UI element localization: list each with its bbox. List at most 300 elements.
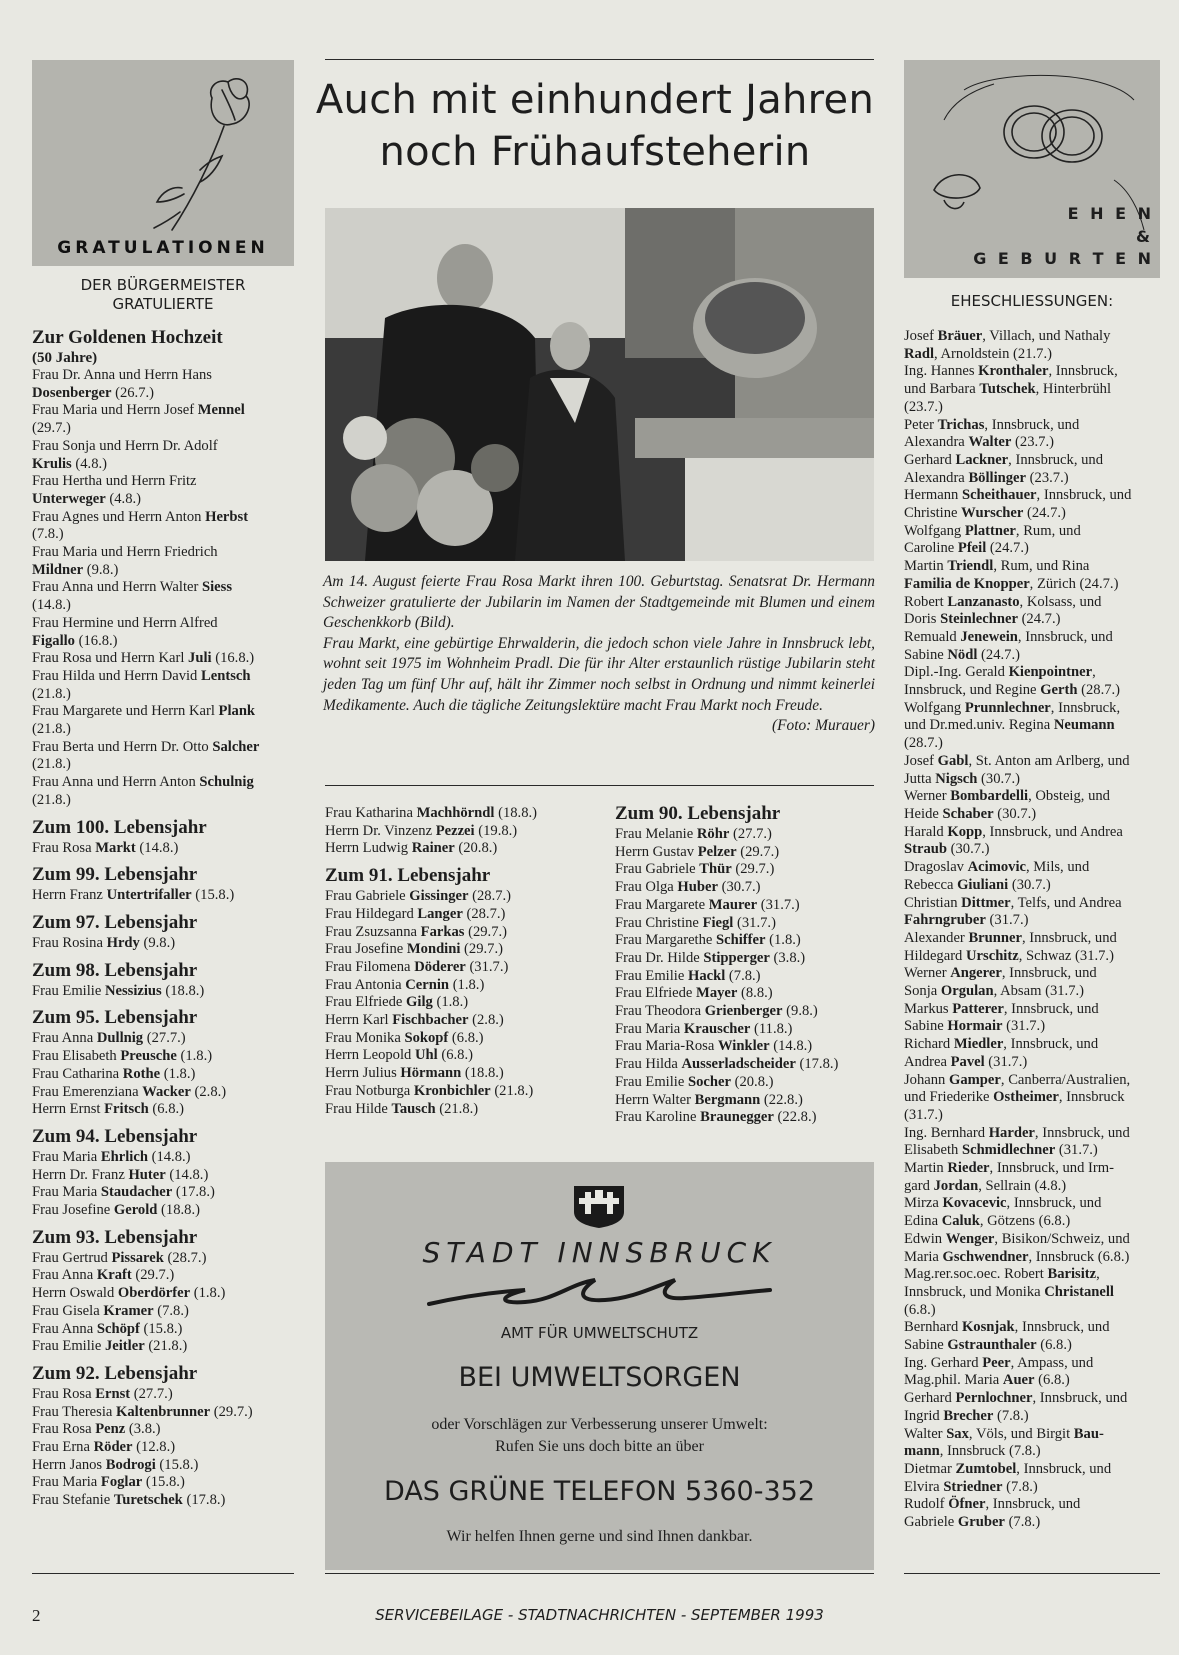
surname: Caluk [941,1213,980,1230]
section-heading: Zum 98. Lebensjahr [32,959,198,981]
surname: Zumtobel [955,1461,1017,1477]
surname: Mondini [406,941,461,958]
name-text: (21.8.) [490,1082,534,1099]
name-text: (24.7.) [1023,505,1066,522]
surname: Staudacher [100,1184,173,1201]
list-item [904,1355,1169,1373]
name-text: und Barbara [904,381,980,398]
name-text: (7.8.) [993,1407,1029,1424]
name-text: Johann [904,1071,949,1088]
surname: Wenger [945,1230,995,1247]
list-item: (31.7.) [904,1106,943,1123]
list-item [615,897,895,915]
name-text: Frau Hilda [615,1056,682,1073]
section-heading: Zum 100. Lebensjahr [32,816,207,838]
name-text: (2.8.) [468,1012,504,1029]
name-text: (30.7.) [946,841,990,858]
surname: Langer [417,905,463,922]
list-item [32,983,302,1001]
headline-line-1: Auch mit einhundert Jahren [315,77,875,123]
surname: Salcher [212,738,260,755]
name-text: Mag.rer.soc.oec. Robert [904,1266,1048,1283]
ad-phone[interactable]: DAS GRÜNE TELEFON 5360-352 [384,1476,815,1507]
ad-closing: Wir helfen Ihnen gerne und sind Ihnen dankbar. [446,1528,753,1545]
list-item [32,1338,302,1356]
list-item [32,1184,302,1202]
surname: Bombardelli [950,788,1029,805]
list-item: Frau Hermine und Herrn Alfred [32,614,218,631]
list-item [32,579,302,597]
name-text: Frau Notburga [325,1082,414,1099]
list-item [32,1457,302,1475]
surname: Stipperger [703,949,770,966]
name-text: (29.7.) [464,923,507,940]
name-text: (26.7.) [111,384,154,401]
surname: Patterer [952,1000,1004,1017]
name-text: (1.8.) [432,994,469,1011]
name-text: , Rum, und [1015,522,1081,539]
surname: Farkas [420,923,465,940]
name-text: (28.7.) [163,1249,207,1266]
name-text: Sonja [904,983,941,1000]
name-text: , Telfs, und Andrea [1010,894,1122,911]
surname: Schöpf [96,1320,140,1337]
name-text: (9.8.) [782,1003,818,1020]
list-item [32,1250,302,1268]
name-text: Frau Emilie [32,1338,105,1355]
list-item [325,941,605,959]
surname: Penz [95,1421,126,1438]
list-item [904,611,1169,629]
surname: Tutschek [979,381,1036,398]
surname: Mildner [32,561,84,578]
name-text: , Innsbruck, und [1006,1195,1102,1212]
list-item [615,861,895,879]
surname: Maurer [708,896,758,913]
surname: Harder [988,1124,1035,1141]
surname: Röder [93,1439,133,1456]
name-text: Frau Catharina [32,1065,123,1082]
list-item [904,558,1169,576]
surname: Braunegger [700,1109,774,1126]
list-item [904,523,1169,541]
surname: Kramer [103,1302,154,1319]
name-text: , [1092,664,1096,681]
surname: Fischbacher [392,1012,469,1029]
name-text: Ing. Bernhard [904,1124,989,1141]
list-item [325,959,605,977]
list-item [325,1083,605,1101]
name-text: Robert [904,593,948,610]
surname: Sax [946,1425,969,1442]
name-text: (18.8.) [157,1202,200,1219]
footer-text: SERVICEBEILAGE - STADTNACHRICHTEN - SEPTEMBER 1993 [375,1606,824,1624]
name-text: (6.8.) [448,1029,484,1046]
surname: Hormair [947,1018,1003,1035]
name-text: (1.8.) [765,932,801,949]
list-item [615,1038,895,1056]
name-text: Andrea [904,1053,951,1070]
surname: Steinlechner [940,611,1018,628]
surname: Pezzei [435,822,475,839]
list-item [904,346,1169,364]
list-item [32,739,302,757]
left-column-list [32,320,302,1510]
surname: Kraft [96,1267,132,1284]
list-item [904,1125,1169,1143]
name-text: Josef [904,752,938,769]
name-text: Ing. Hannes [904,363,979,380]
rings-illustration [904,60,1160,278]
list-item [32,887,302,905]
list-item [904,1479,1169,1497]
ad-line-2: Rufen Sie uns doch bitte an über [495,1438,704,1455]
list-item [904,682,1169,700]
name-text: Remuald [904,628,961,645]
name-text: Edwin [904,1230,946,1247]
name-text: Martin [904,1160,948,1177]
list-item [904,983,1169,1001]
surname: Herbst [205,508,249,525]
name-text: , Innsbruck (6.8.) [1028,1248,1130,1265]
name-text: , Canberra/Australien, [1000,1071,1131,1088]
list-item [32,774,302,792]
name-text: Herrn Dr. Franz [32,1166,129,1183]
list-item [32,402,302,420]
name-text: (31.7.) [465,958,509,975]
surname: Kovacevic [942,1195,1007,1212]
name-text: Frau Monika [325,1029,405,1046]
name-text: (11.8.) [750,1020,793,1037]
surname: Siess [202,579,233,596]
name-text: Frau Gertrud [32,1249,112,1266]
name-text: Markus [904,1000,953,1017]
gratulationen-title: GRATULATIONEN [57,238,269,258]
list-item [904,540,1169,558]
name-text: (1.8.) [160,1065,196,1082]
caption-paragraph-2-text: Frau Markt, eine gebürtige Ehrwalderin, die jedoch schon viele Jahre in Innsbruck lebt, wohnt seit 1975 im Wohnheim Pradl. Die für ihr Alter erstaunlich rüstige Jubilarin steht jeden Tag um fünf Uhr auf, hält ihr Zimmer noch selbst in Ordnung und nimmt keinerlei Medikamente. Auch die tägliche Zeitungslektüre macht Frau Markt noch Freude. [323,634,875,714]
name-text: Frau Elisabeth [32,1048,121,1065]
list-item [32,456,302,474]
list-item: Frau Hertha und Herrn Fritz [32,473,197,490]
eheschliessungen-heading: EHESCHLIESSUNGEN: [950,292,1114,310]
name-text: Alexandra [904,434,969,451]
surname: Kienpointner [1008,664,1093,681]
middle-right-column-list [615,796,895,1127]
name-text: (18.8.) [161,982,205,999]
name-text: Frau Margarete [615,896,709,913]
name-text: Herrn Ludwig [325,840,412,857]
surname: Fahrngruber [904,912,986,929]
list-item [615,1021,895,1039]
ehen-geburten-header [904,60,1160,278]
tulip-illustration [32,60,294,266]
list-item [904,1249,1169,1267]
list-item [325,977,605,995]
name-text: Heide [904,805,943,822]
list-item [615,844,895,862]
list-item [904,965,1169,983]
name-text: Martin [904,558,948,575]
name-text: Alexander [904,929,969,946]
name-text: (29.7.) [731,861,775,878]
surname: Gschwendner [942,1248,1029,1265]
list-item [904,417,1169,435]
name-text: (7.8.) [1002,1478,1038,1495]
surname: Straub [904,841,947,858]
list-item [904,788,1169,806]
list-item [32,650,302,668]
name-text: (17.8.) [182,1492,226,1509]
list-item [32,1030,302,1048]
surname: Walter [968,434,1012,451]
name-text: , St. Anton am Arlberg, und [968,752,1130,769]
list-item [325,1012,605,1030]
list-item [904,470,1169,488]
list-item [615,1074,895,1092]
name-text: (14.8.) [165,1166,209,1183]
ad-wave-logo [325,1274,874,1314]
section-heading: Zum 90. Lebensjahr [615,803,781,824]
name-text: , Innsbruck (7.8.) [939,1443,1041,1460]
surname: Gerold [113,1202,158,1219]
name-text: Frau Anna [32,1030,97,1047]
list-item: Frau Sonja und Herrn Dr. Adolf [32,437,218,454]
name-text: Frau Theodora [615,1003,705,1020]
name-text: Frau Hilda und Herrn David [32,667,202,684]
name-text: (1.8.) [190,1285,226,1302]
surname: Juli [188,650,212,667]
surname: Fritsch [104,1101,149,1118]
name-text: , Rum, und Rina [993,558,1090,575]
list-item [32,562,302,580]
name-text: (31.7.) [1002,1018,1046,1035]
page-number: 2 [32,1606,41,1625]
name-text: Alexandra [904,469,969,486]
name-text: , Schwaz (31.7.) [1018,947,1114,964]
name-text: gard [904,1177,934,1194]
name-text: (6.8.) [437,1047,473,1064]
name-text: Frau Christine [615,914,703,931]
surname: Lanzanasto [947,593,1020,610]
name-text: Frau Antonia [325,976,406,993]
surname: Mayer [696,985,738,1002]
caption-paragraph-1: Am 14. August feierte Frau Rosa Markt ihren 100. Geburtstag. Senatsrat Dr. Hermann Schweizer gratulierte der Jubilarin im Namen der Stadtgemeinde mit Blumen und einem Geschenkkorb (Bild). [323,573,875,632]
surname: Ernst [95,1385,131,1402]
name-text: , Innsbruck, und [1001,965,1097,982]
name-text: (30.7.) [717,879,761,896]
list-item: (29.7.) [32,420,71,437]
name-text: Maria [904,1248,943,1265]
name-text: , Innsbruck, und [1014,1319,1110,1336]
name-text: , Villach, und Nathaly [982,328,1111,344]
name-text: , Innsbruck, und [1036,487,1132,504]
name-text: , Innsbruck, und [1003,1000,1099,1017]
name-text: (21.8.) [144,1338,188,1355]
name-text: Frau Anna [32,1267,97,1284]
list-item [904,576,1169,594]
surname: Giuliani [957,876,1009,893]
surname: Pfeil [957,540,987,557]
name-text: (4.8.) [105,490,142,507]
list-item [904,647,1169,665]
surname: Socher [687,1073,731,1090]
list-item [325,823,605,841]
list-item [32,840,302,858]
surname: Christanell [1044,1283,1114,1300]
name-text: Hermann [904,487,962,504]
name-text: Frau Josefine [325,941,407,958]
list-item [904,1408,1169,1426]
list-item: (23.7.) [904,398,943,415]
list-item [32,1048,302,1066]
list-item [904,1443,1169,1461]
name-text: Herrn Leopold [325,1047,415,1064]
name-text: , Innsbruck, und [985,1496,1081,1513]
list-item [904,1319,1169,1337]
list-item [325,1030,605,1048]
list-item [904,1001,1169,1019]
surname: Trichas [937,416,985,433]
name-text: (29.7.) [131,1267,175,1284]
geburten-title: G E B U R T E N [973,249,1154,268]
surname: Angerer [950,965,1002,982]
list-item: (28.7.) [904,735,943,752]
name-text: (21.8.) [435,1100,479,1117]
list-item [904,1054,1169,1072]
name-text: (1.8.) [449,976,485,993]
surname: Rothe [122,1065,161,1082]
name-text: (17.8.) [172,1184,215,1201]
name-text: (14.8.) [769,1038,813,1055]
list-item [904,1142,1169,1160]
name-text: Walter [904,1425,947,1442]
list-item [904,1496,1169,1514]
name-text: (28.7.) [1077,682,1121,699]
list-item [904,717,1169,735]
name-text: Richard [904,1036,954,1053]
surname: Thür [699,861,732,878]
name-text: , Innsbruck, und [1034,1124,1130,1141]
name-text: , Innsbruck, und [984,416,1080,433]
section-heading: Zum 99. Lebensjahr [32,864,198,886]
surname: Gissinger [409,888,469,905]
list-item [904,1036,1169,1054]
name-text: Rudolf [904,1496,949,1513]
list-item [904,629,1169,647]
name-text: Jutta [904,770,936,787]
surname: Pelzer [697,843,737,860]
name-text: Herrn Franz [32,887,107,904]
list-item [904,328,1169,346]
list-item [904,1461,1169,1479]
surname: Nessizius [104,982,162,999]
name-text: , Ampass, und [1010,1354,1094,1371]
name-text: (14.8.) [147,1148,191,1165]
surname: Orgulan [940,983,994,1000]
name-text: Frau Berta und Herrn Dr. Otto [32,738,213,755]
surname: Brunner [968,929,1022,946]
list-item [615,1003,895,1021]
name-text: (7.8.) [725,967,761,984]
name-text: , Götzens (6.8.) [979,1213,1071,1230]
list-item [904,771,1169,789]
name-text: Frau Emerenziana [32,1083,143,1100]
headline [310,74,880,178]
surname: Oberdörfer [117,1285,191,1302]
name-text: Frau Gabriele [325,888,410,905]
name-text: Christian [904,894,962,911]
surname: Urschitz [966,947,1019,964]
name-text: Frau Rosa [32,1385,96,1402]
name-text: (24.7.) [977,646,1020,663]
name-text: Sabine [904,1018,948,1035]
list-item [904,1284,1169,1302]
list-item [904,1372,1169,1390]
name-text: (15.8.) [191,887,235,904]
name-text: , Innsbruck, und [1021,929,1117,946]
list-item [904,664,1169,682]
list-item [904,1089,1169,1107]
name-text: Frau Maria-Rosa [615,1038,718,1055]
name-text: Elisabeth [904,1142,962,1159]
list-item [615,1109,895,1127]
list-item [325,1047,605,1065]
name-text: (28.7.) [462,905,506,922]
surname: Wacker [142,1083,191,1100]
list-item [325,840,605,858]
name-text: Frau Maria und Herrn Josef [32,402,198,419]
list-item [904,487,1169,505]
list-item [615,950,895,968]
list-item [904,1072,1169,1090]
list-item [904,824,1169,842]
surname: Hackl [687,967,726,984]
name-text: , Arnoldstein (21.7.) [934,345,1052,362]
umweltschutz-ad [325,1162,874,1570]
name-text: (9.8.) [83,561,119,578]
name-text: Sabine [904,1337,948,1354]
section-heading: Zum 94. Lebensjahr [32,1125,198,1147]
list-item [32,1421,302,1439]
surname: Plattner [964,522,1016,539]
name-text: Frau Stefanie [32,1492,114,1509]
name-text: und Dr.med.univ. Regina [904,717,1054,734]
surname: Tausch [391,1100,436,1117]
surname: Rieder [947,1160,990,1177]
surname: Untertrifaller [106,887,192,904]
surname: Pissarek [111,1249,164,1266]
name-text: Edina [904,1213,942,1230]
list-item [325,805,605,823]
name-text: Herrn Karl [325,1012,393,1029]
name-text: , Hinterbrühl [1035,381,1112,398]
name-text: Doris [904,611,941,628]
name-text: Herrn Dr. Vinzenz [325,822,436,839]
list-item [32,703,302,721]
list-item [904,1390,1169,1408]
surname: Öfner [948,1496,986,1513]
list-item [325,924,605,942]
name-text: (17.8.) [795,1056,839,1073]
name-text: , Innsbruck, [1048,363,1118,380]
name-text: Wolfgang [904,699,965,716]
name-text: (9.8.) [139,934,176,951]
name-text: Herrn Janos [32,1456,106,1473]
name-text: Sabine [904,646,948,663]
name-text: , Innsbruck, und Andrea [982,823,1123,840]
name-text: (6.8.) [1034,1372,1070,1389]
